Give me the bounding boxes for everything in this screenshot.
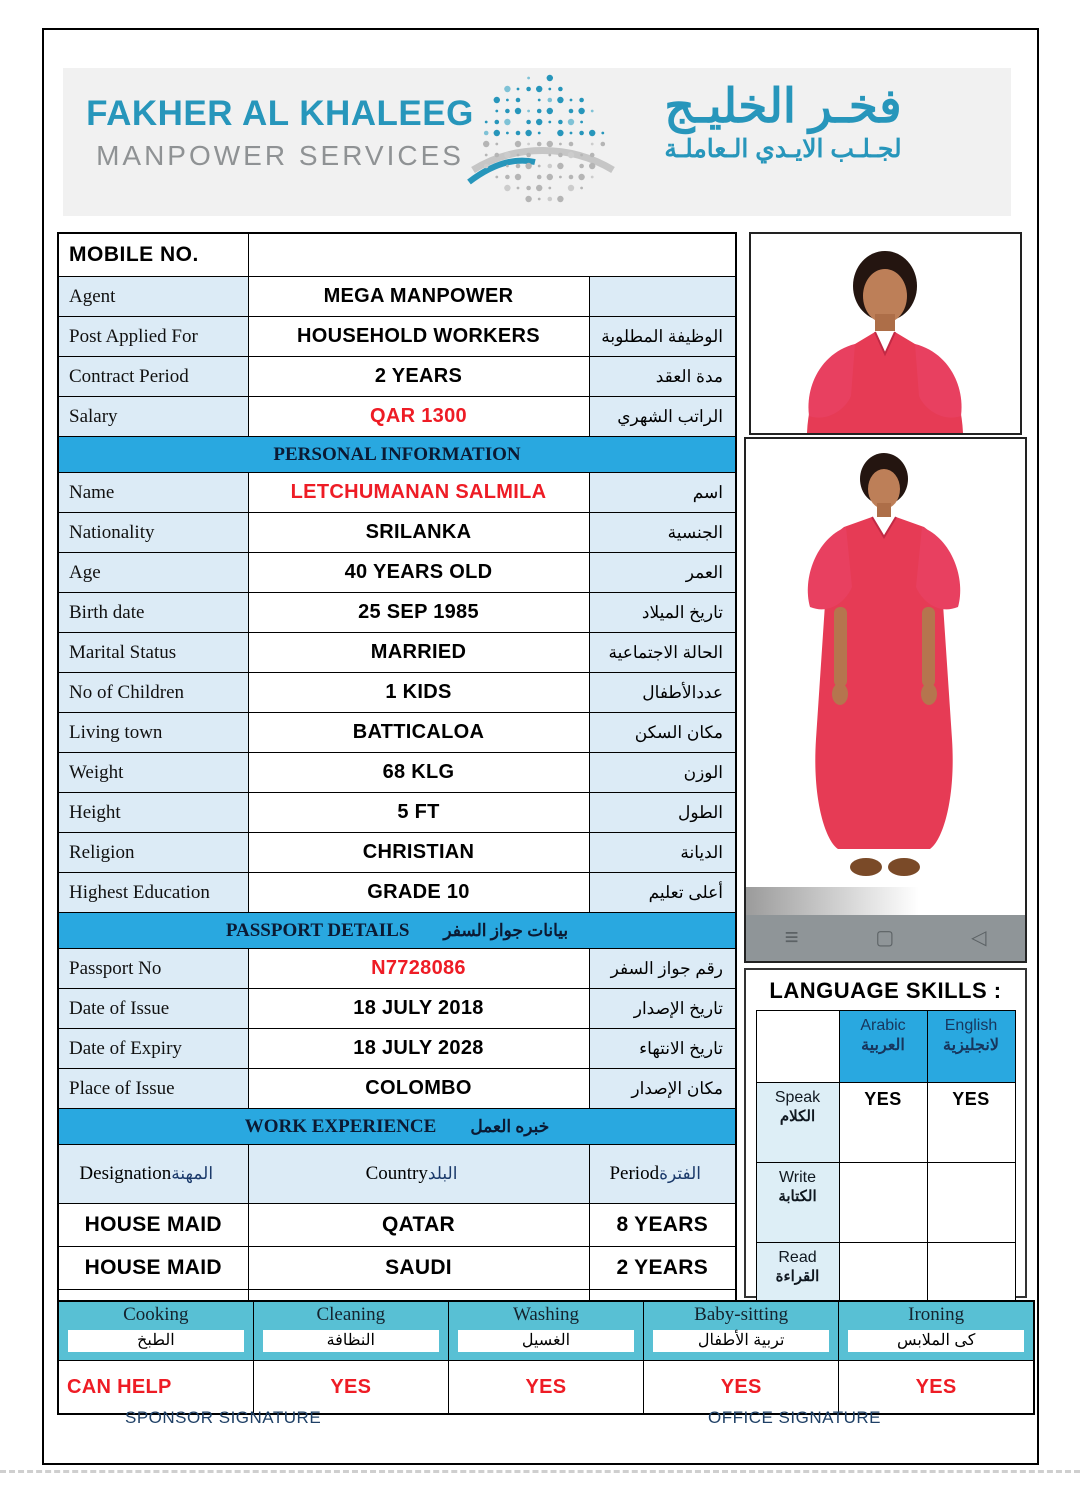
language-name-english: Arabic <box>860 1017 906 1034</box>
field-label-arabic: الوظيفة المطلوبة <box>589 317 736 357</box>
language-column-header <box>839 1011 927 1083</box>
section-header-row <box>58 913 736 949</box>
field-label: Highest Education <box>58 873 248 913</box>
header-text-wrap <box>60 1116 734 1138</box>
language-skill-value <box>839 1163 927 1243</box>
household-skill-value: YES <box>644 1361 839 1415</box>
table-row <box>58 833 736 873</box>
field-label: Weight <box>58 753 248 793</box>
household-skill-header <box>644 1301 839 1361</box>
field-label-arabic: مكان السكن <box>589 713 736 753</box>
work-experience-cell: HOUSE MAID <box>58 1247 248 1290</box>
candidate-fullbody-photo <box>744 437 1027 963</box>
page-bottom-dashed-divider <box>0 1470 1080 1473</box>
skill-name-arabic: الغسيل <box>458 1330 634 1352</box>
column-label-english: Period <box>609 1163 660 1184</box>
table-row <box>58 713 736 753</box>
skill-name-arabic: تربية الأطفال <box>653 1330 829 1352</box>
field-label-arabic: عددالأطفال <box>589 673 736 713</box>
skill-name-english: Cooking <box>123 1304 189 1325</box>
table-row <box>58 673 736 713</box>
back-triangle-icon: ◁ <box>971 927 987 949</box>
work-experience-cell: SAUDI <box>248 1247 589 1290</box>
field-value: BATTICALOA <box>248 713 589 753</box>
field-value: 40 YEARS OLD <box>248 553 589 593</box>
skill-name-arabic: كى الملابس <box>848 1330 1024 1352</box>
field-value: 1 KIDS <box>248 673 589 713</box>
field-value: N7728086 <box>248 949 589 989</box>
work-experience-column-header <box>589 1145 736 1204</box>
field-label-arabic: الجنسية <box>589 513 736 553</box>
skill-name-english: Washing <box>512 1304 579 1325</box>
field-label-arabic <box>589 277 736 317</box>
company-name-english: FAKHER AL KHALEEG <box>86 94 474 133</box>
logo-arabic-block <box>583 80 983 164</box>
skill-label-english: Write <box>778 1169 817 1186</box>
table-row <box>58 1069 736 1109</box>
skills-header-row <box>58 1301 1034 1361</box>
table-row <box>58 873 736 913</box>
field-value: 18 JULY 2028 <box>248 1029 589 1069</box>
language-header-row <box>756 1011 1015 1083</box>
column-label-arabic: البلد <box>427 1164 458 1183</box>
language-skill-value: YES <box>839 1083 927 1163</box>
field-label-arabic: تاريخ الميلاد <box>589 593 736 633</box>
field-label: Birth date <box>58 593 248 633</box>
field-label: Contract Period <box>58 357 248 397</box>
work-experience-row <box>58 1247 736 1290</box>
table-row <box>58 317 736 357</box>
mobile-no-value <box>248 233 736 277</box>
photo-shadow <box>746 887 919 915</box>
language-skill-row <box>756 1083 1015 1163</box>
household-skill-header <box>253 1301 448 1361</box>
field-label-arabic: اسم <box>589 473 736 513</box>
skill-name-english: Baby-sitting <box>694 1304 789 1325</box>
field-label: No of Children <box>58 673 248 713</box>
field-value: HOUSEHOLD WORKERS <box>248 317 589 357</box>
field-value: 25 SEP 1985 <box>248 593 589 633</box>
table-row <box>58 989 736 1029</box>
work-experience-cell: 8 YEARS <box>589 1204 736 1247</box>
skill-name-english: Ironing <box>908 1304 965 1325</box>
field-value: 68 KLG <box>248 753 589 793</box>
work-experience-cell: QATAR <box>248 1204 589 1247</box>
table-row <box>58 357 736 397</box>
fullbody-illustration <box>746 439 1023 915</box>
company-logo-header <box>63 68 1011 216</box>
field-label: Marital Status <box>58 633 248 673</box>
field-label-arabic: الديانة <box>589 833 736 873</box>
field-label-arabic: تاريخ الإصدار <box>589 989 736 1029</box>
field-label-arabic: الراتب الشهري <box>589 397 736 437</box>
applicant-details-table <box>57 232 737 1377</box>
column-label-arabic: الفترة <box>659 1164 702 1183</box>
household-skill-value: YES <box>448 1361 643 1415</box>
household-skill-header <box>448 1301 643 1361</box>
language-name-arabic: العربية <box>861 1037 905 1054</box>
field-label-arabic: مكان الإصدار <box>589 1069 736 1109</box>
skill-name-arabic: الطبخ <box>68 1330 244 1352</box>
office-signature-label: OFFICE SIGNATURE <box>708 1408 881 1427</box>
skill-label-english: Read <box>778 1249 817 1266</box>
table-row <box>58 473 736 513</box>
work-experience-cell: 2 YEARS <box>589 1247 736 1290</box>
work-experience-header-row <box>58 1145 736 1204</box>
header-english: WORK EXPERIENCE <box>244 1115 437 1137</box>
table-row <box>58 753 736 793</box>
language-name-arabic: لانجليزية <box>943 1037 999 1054</box>
field-label: Date of Issue <box>58 989 248 1029</box>
table-row <box>58 397 736 437</box>
household-skills-table <box>57 1300 1035 1415</box>
field-label-arabic: أعلى تعليم <box>589 873 736 913</box>
table-row <box>58 553 736 593</box>
field-value: SRILANKA <box>248 513 589 553</box>
field-label: Height <box>58 793 248 833</box>
household-skill-value: YES <box>253 1361 448 1415</box>
skill-name-arabic: النظافة <box>263 1330 439 1352</box>
header-english: PASSPORT DETAILS <box>225 919 410 941</box>
company-tagline-english: MANPOWER SERVICES <box>96 140 464 171</box>
language-skills-table <box>756 1010 1016 1327</box>
header-arabic: بيانات جواز السفر <box>443 920 569 940</box>
candidate-headshot-photo <box>749 232 1022 435</box>
language-column-header <box>927 1011 1015 1083</box>
field-value: MEGA MANPOWER <box>248 277 589 317</box>
field-label: Living town <box>58 713 248 753</box>
column-label-arabic: المهنة <box>171 1164 214 1183</box>
field-label: Date of Expiry <box>58 1029 248 1069</box>
field-label-arabic: العمر <box>589 553 736 593</box>
field-label-arabic: الوزن <box>589 753 736 793</box>
field-value: GRADE 10 <box>248 873 589 913</box>
skills-value-row <box>58 1361 1034 1415</box>
household-skill-value: CAN HELP <box>58 1361 253 1415</box>
table-row <box>58 593 736 633</box>
language-skills-panel <box>744 968 1027 1298</box>
language-skills-title: LANGUAGE SKILLS : <box>769 978 1002 1003</box>
sponsor-signature-label: SPONSOR SIGNATURE <box>125 1408 322 1427</box>
field-label-arabic: رقم جواز السفر <box>589 949 736 989</box>
mobile-no-row <box>58 233 736 277</box>
table-row <box>58 793 736 833</box>
household-skill-value: YES <box>839 1361 1034 1415</box>
skill-label-english: Speak <box>774 1089 821 1106</box>
skill-label-arabic: القراءة <box>775 1268 820 1285</box>
table-row <box>58 277 736 317</box>
field-label-arabic: الطول <box>589 793 736 833</box>
field-value: QAR 1300 <box>248 397 589 437</box>
company-tagline-arabic: لجـلـب الايـدي الـعاملـة <box>664 134 902 163</box>
language-skill-value: YES <box>927 1083 1015 1163</box>
section-header-row <box>58 1109 736 1145</box>
field-value: 18 JULY 2018 <box>248 989 589 1029</box>
phone-navigation-bar <box>746 915 1025 961</box>
logo-english-block <box>85 94 475 172</box>
field-label: Salary <box>58 397 248 437</box>
field-label: Place of Issue <box>58 1069 248 1109</box>
table-row <box>58 949 736 989</box>
household-skill-header <box>58 1301 253 1361</box>
language-skill-label <box>756 1083 839 1163</box>
menu-icon: ≡ <box>784 924 799 951</box>
mobile-no-label: MOBILE NO. <box>58 233 248 277</box>
field-label-arabic: مدة العقد <box>589 357 736 397</box>
header-text-wrap <box>60 920 734 942</box>
field-label: Nationality <box>58 513 248 553</box>
home-square-icon: ▢ <box>875 927 895 949</box>
skill-label-arabic: الكتابة <box>778 1188 817 1205</box>
field-value: MARRIED <box>248 633 589 673</box>
field-label: Age <box>58 553 248 593</box>
table-row <box>58 633 736 673</box>
work-experience-column-header <box>248 1145 589 1204</box>
passport-details-header <box>58 913 736 949</box>
company-name-arabic: فخـر الخليـج <box>664 79 902 132</box>
section-header-row <box>58 437 736 473</box>
work-experience-header <box>58 1109 736 1145</box>
field-label-arabic: تاريخ الانتهاء <box>589 1029 736 1069</box>
language-name-english: English <box>944 1017 998 1034</box>
field-label: Religion <box>58 833 248 873</box>
skill-label-arabic: الكلام <box>779 1108 816 1125</box>
headshot-illustration <box>751 234 1020 433</box>
field-value: LETCHUMANAN SALMILA <box>248 473 589 513</box>
skill-name-english: Cleaning <box>316 1304 386 1325</box>
field-label: Passport No <box>58 949 248 989</box>
work-experience-row <box>58 1204 736 1247</box>
field-value: 2 YEARS <box>248 357 589 397</box>
language-skill-label <box>756 1163 839 1243</box>
language-skill-row <box>756 1163 1015 1243</box>
field-value: CHRISTIAN <box>248 833 589 873</box>
field-label: Name <box>58 473 248 513</box>
household-skill-header <box>839 1301 1034 1361</box>
language-table-corner-cell <box>756 1011 839 1083</box>
field-label: Post Applied For <box>58 317 248 357</box>
language-skill-value <box>927 1163 1015 1243</box>
column-label-english: Country <box>365 1163 428 1184</box>
field-label-arabic: الحالة الاجتماعية <box>589 633 736 673</box>
personal-information-header: PERSONAL INFORMATION <box>58 437 736 473</box>
table-row <box>58 1029 736 1069</box>
column-label-english: Designation <box>79 1163 172 1184</box>
field-label: Agent <box>58 277 248 317</box>
field-value: 5 FT <box>248 793 589 833</box>
table-row <box>58 513 736 553</box>
work-experience-cell: HOUSE MAID <box>58 1204 248 1247</box>
header-arabic: خبره العمل <box>470 1116 550 1136</box>
work-experience-column-header <box>58 1145 248 1204</box>
field-value: COLOMBO <box>248 1069 589 1109</box>
